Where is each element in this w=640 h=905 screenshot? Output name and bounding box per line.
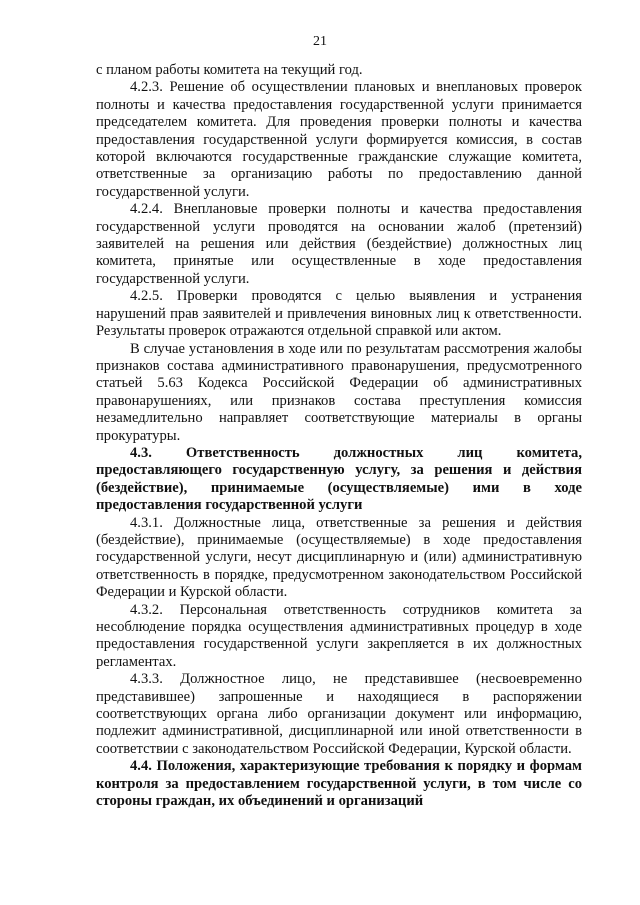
paragraph-prosecution-referral: В случае установления в ходе или по результатам рассмотрения жалобы признаков состава административного правонарушения, предусмотренного статьей 5.63 Кодекса Российской Федерации об административных правонарушениях, или признаков состава преступления комиссия незамедлительно направляет соответствующие материалы в органы прокуратуры. xyxy=(96,340,582,444)
page-number: 21 xyxy=(313,34,327,49)
paragraph-4-3-3: 4.3.3. Должностное лицо, не представившее (несвоевременно представившее) запрошенные и находящиеся в распоряжении соответствующих органа либо организации документ или информацию, подлежит административной, дисциплинарной или иной ответственности в соответствии с законодательством Российской Федерации, Курской области. xyxy=(96,671,582,757)
paragraph-4-3-2: 4.3.2. Персональная ответственность сотрудников комитета за несоблюдение порядка осуществления административных процедур в ходе предоставления государственной услуги закрепляется в их должностных регламентах. xyxy=(96,601,582,670)
paragraph-continuation: с планом работы комитета на текущий год. xyxy=(96,62,363,78)
section-heading-4-3: 4.3. Ответственность должностных лиц комитета, предоставляющего государственную услугу, за решения и действия (бездействие), принимаемые (осуществляемые) ими в ходе предоставления государственной услуги xyxy=(96,444,582,514)
paragraph-4-2-3: 4.2.3. Решение об осуществлении плановых и внеплановых проверок полноты и качества предоставления государственной услуги принимается председателем комитета. Для проведения проверки полноты и качества предоставления государственной услуги формируется комиссия, в состав которой включаются государственные гражданские служащие комитета, ответственные за организацию работы по предоставлению данной государственной услуги. xyxy=(96,79,582,200)
section-heading-4-4: 4.4. Положения, характеризующие требования к порядку и формам контроля за предоставлением государственной услуги, в том числе со стороны граждан, их объединений и организаций xyxy=(96,758,582,810)
paragraph-4-2-4: 4.2.4. Внеплановые проверки полноты и качества предоставления государственной услуги проводятся на основании жалоб (претензий) заявителей на решения или действия (бездействие) должностных лиц комитета, принятые или осуществленные в ходе предоставления государственной услуги. xyxy=(96,201,582,287)
document-body xyxy=(96,62,582,810)
paragraph-4-3-1: 4.3.1. Должностные лица, ответственные за решения и действия (бездействие), принимаемые (осуществляемые) в ходе предоставления государственной услуги, несут дисциплинарную и (или) административную ответственность в порядке, предусмотренном законодательством Российской Федерации и Курской области. xyxy=(96,514,582,601)
paragraph-4-2-5: 4.2.5. Проверки проводятся с целью выявления и устранения нарушений прав заявителей и привлечения виновных лиц к ответственности. Результаты проверок отражаются отдельной справкой или актом. xyxy=(96,288,582,340)
